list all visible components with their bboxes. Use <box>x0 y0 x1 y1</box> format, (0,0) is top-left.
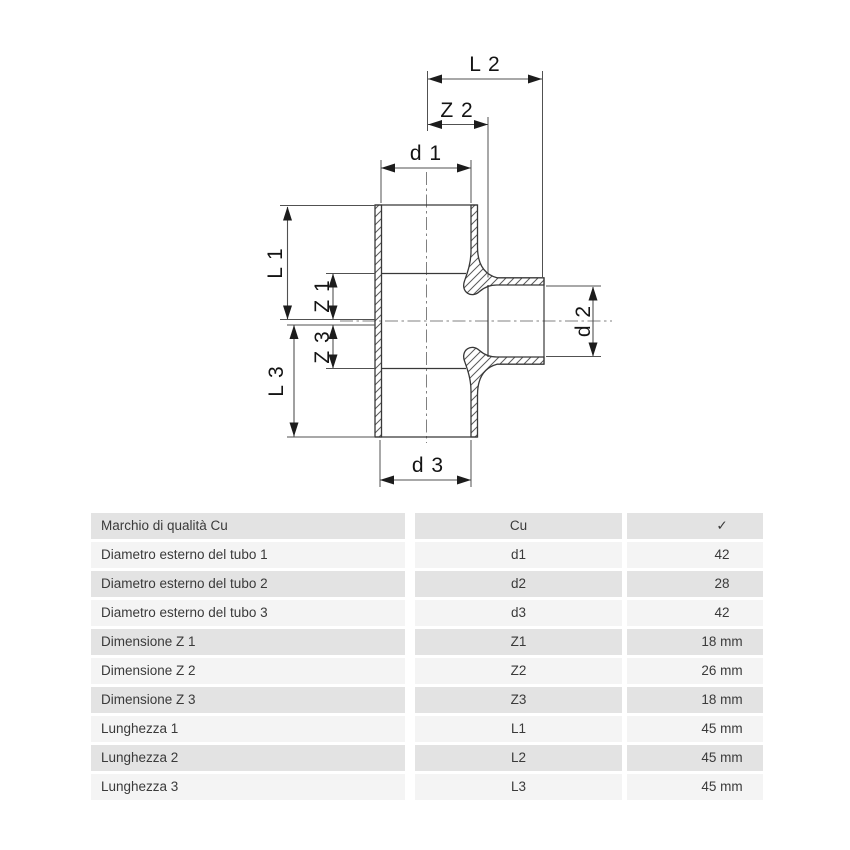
table-row <box>91 571 763 597</box>
spec-value <box>627 658 763 684</box>
spec-label: Dimensione Z 3 <box>91 687 405 713</box>
spec-value <box>627 542 763 568</box>
spec-symbol: d3 <box>415 600 622 626</box>
spec-value <box>627 687 763 713</box>
spec-value <box>627 774 763 800</box>
dim-label-d1: d 1 <box>409 142 443 165</box>
dim-label-l1: L 1 <box>264 247 287 279</box>
spec-symbol: Z2 <box>415 658 622 684</box>
spec-value <box>627 513 763 539</box>
spec-label: Lunghezza 2 <box>91 745 405 771</box>
table-row <box>91 716 763 742</box>
table-row <box>91 687 763 713</box>
spec-value-text: 28 <box>714 576 730 592</box>
spec-label: Diametro esterno del tubo 2 <box>91 571 405 597</box>
spec-value-text: 42 <box>714 605 730 621</box>
spec-symbol: d1 <box>415 542 622 568</box>
spec-value-text: 45 mm <box>701 750 743 766</box>
spec-symbol: L1 <box>415 716 622 742</box>
spec-symbol: Z1 <box>415 629 622 655</box>
spec-label: Diametro esterno del tubo 3 <box>91 600 405 626</box>
dim-label-l2: L 2 <box>469 53 501 76</box>
spec-label: Dimensione Z 1 <box>91 629 405 655</box>
spec-symbol: Cu <box>415 513 622 539</box>
table-row <box>91 600 763 626</box>
upper-right-wall <box>464 205 544 295</box>
table-row <box>91 774 763 800</box>
spec-value <box>627 629 763 655</box>
spec-label: Lunghezza 3 <box>91 774 405 800</box>
lower-right-wall <box>464 347 544 437</box>
spec-value-text: 45 mm <box>701 721 743 737</box>
spec-label: Lunghezza 1 <box>91 716 405 742</box>
spec-symbol: L2 <box>415 745 622 771</box>
spec-label: Dimensione Z 2 <box>91 658 405 684</box>
spec-value <box>627 745 763 771</box>
table-row <box>91 513 763 539</box>
dim-label-d2: d 2 <box>572 304 595 338</box>
spec-label: Diametro esterno del tubo 1 <box>91 542 405 568</box>
table-row <box>91 629 763 655</box>
checkmark-icon: ✓ <box>716 517 728 533</box>
spec-symbol: d2 <box>415 571 622 597</box>
table-row <box>91 658 763 684</box>
spec-value-text: 18 mm <box>701 634 743 650</box>
dim-label-z3: Z 3 <box>311 330 334 364</box>
spec-label: Marchio di qualità Cu <box>91 513 405 539</box>
spec-symbol: Z3 <box>415 687 622 713</box>
spec-symbol: L3 <box>415 774 622 800</box>
spec-value-text: 45 mm <box>701 779 743 795</box>
table-row <box>91 542 763 568</box>
table-row <box>91 745 763 771</box>
dim-label-d3: d 3 <box>411 454 445 477</box>
dim-label-z2: Z 2 <box>440 99 474 122</box>
extension-lines <box>280 71 601 487</box>
dim-label-z1: Z 1 <box>311 279 334 313</box>
spec-table <box>91 513 763 803</box>
spec-value <box>627 716 763 742</box>
spec-value-text: 26 mm <box>701 663 743 679</box>
spec-value-text: 18 mm <box>701 692 743 708</box>
left-wall <box>375 205 382 437</box>
dim-label-l3: L 3 <box>265 365 288 397</box>
spec-value <box>627 600 763 626</box>
spec-value-text: 42 <box>714 547 730 563</box>
spec-value <box>627 571 763 597</box>
